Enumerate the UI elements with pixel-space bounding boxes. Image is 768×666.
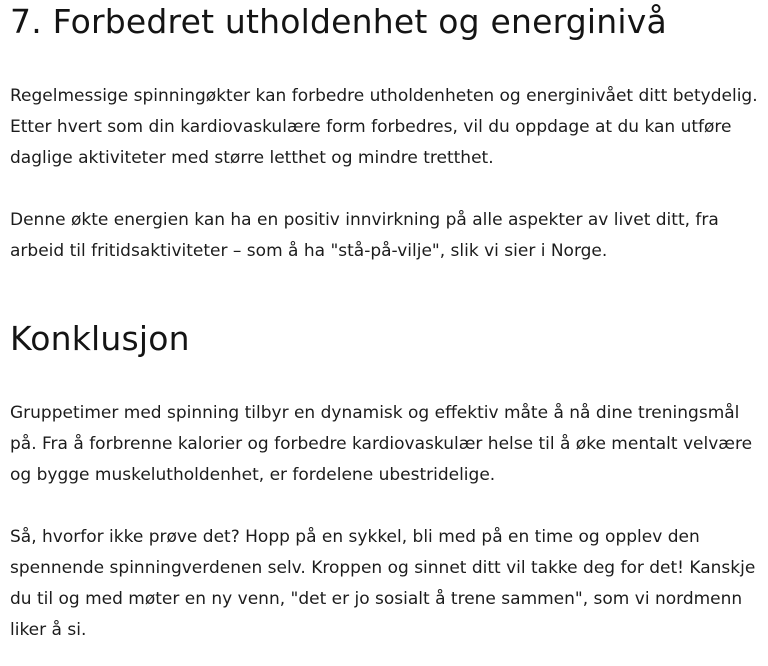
spacer: [10, 174, 762, 205]
spacer: [10, 44, 762, 81]
spacer: [10, 267, 762, 317]
paragraph: Så, hvorfor ikke prøve det? Hopp på en sykkel, bli med på en time og opplev den spennende spinningverdenen selv. Kroppen og sinnet ditt vil takke deg for det! Kanskje du til og med møter en ny venn, "det er jo sosialt å trene sammen", som vi nordmenn liker å si.: [10, 527, 756, 640]
spacer: [10, 491, 762, 522]
paragraph: Gruppetimer med spinning tilbyr en dynamisk og effektiv måte å nå dine treningsmål på. Fra å forbrenne kalorier og forbedre kardiovaskulær helse til å øke mentalt velvære og bygge muskelutholdenhet, er fordelene ubestridelige.: [10, 403, 753, 485]
article-body: [10, 0, 762, 646]
paragraph: Denne økte energien kan ha en positiv innvirkning på alle aspekter av livet ditt, fra arbeid til fritidsaktiviteter – som å ha "stå-på-vilje", slik vi sier i Norge.: [10, 210, 719, 261]
spacer: [10, 361, 762, 398]
paragraph: Regelmessige spinningøkter kan forbedre utholdenheten og energinivået ditt betydelig. Etter hvert som din kardiovaskulære form forbedres, vil du oppdage at du kan utføre daglige aktiviteter med større letthet og mindre tretthet.: [10, 86, 758, 168]
section-heading-conclusion: Konklusjon: [10, 319, 190, 358]
section-heading-endurance: 7. Forbedret utholdenhet og energinivå: [10, 2, 667, 41]
